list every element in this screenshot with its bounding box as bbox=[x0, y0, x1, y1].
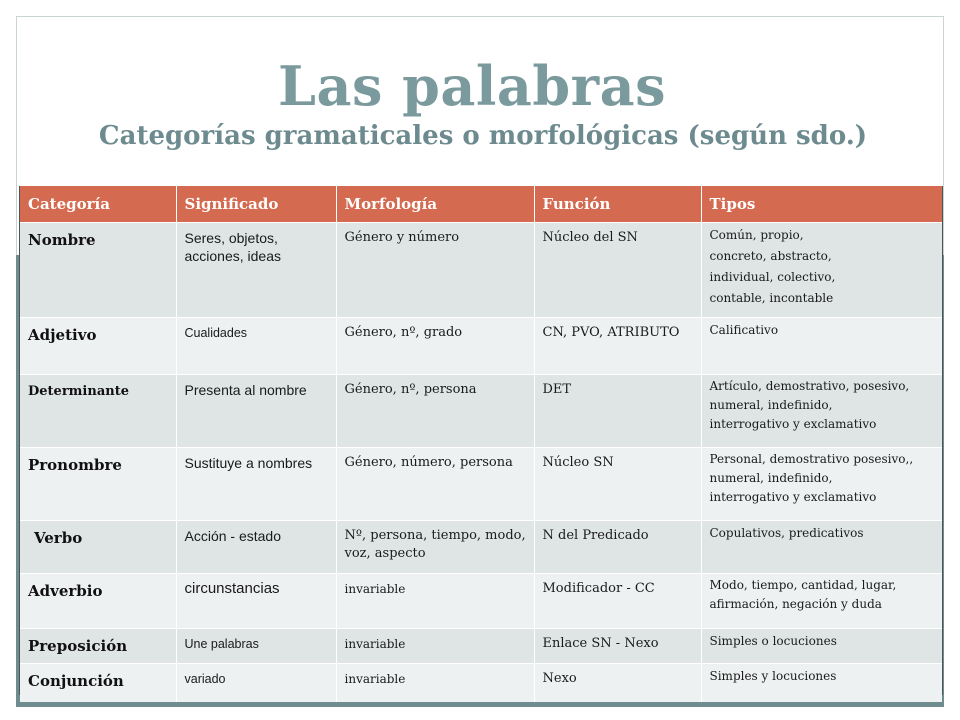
cell-tipos bbox=[701, 664, 942, 703]
cell-categoria-text: Conjunción bbox=[28, 672, 124, 690]
slide-subtitle: Categorías gramaticales o morfológicas (según sdo.) bbox=[98, 121, 868, 151]
cell-significado bbox=[176, 629, 336, 664]
cell-funcion bbox=[534, 448, 701, 521]
cell-categoria-text: Determinante bbox=[28, 384, 129, 399]
slide-title: Las palabras bbox=[277, 54, 666, 118]
cell-categoria bbox=[20, 318, 176, 375]
cell-morfologia-text: Nº, persona, tiempo, modo, voz, aspecto bbox=[344, 528, 526, 561]
header-funcion: Función bbox=[534, 186, 701, 223]
cell-tipos-text: Común, propio, concreto, abstracto, individual, colectivo, contable, incontable bbox=[709, 228, 836, 305]
cell-categoria-text: Nombre bbox=[28, 231, 96, 249]
table-row bbox=[20, 521, 942, 574]
cell-tipos-text: Copulativos, predicativos bbox=[709, 526, 864, 540]
cell-tipos-text: Simples y locuciones bbox=[709, 669, 837, 683]
header-morfologia: Morfología bbox=[336, 186, 534, 223]
frame-top-line bbox=[16, 16, 944, 17]
cell-morfologia bbox=[336, 521, 534, 574]
cell-tipos-text: Modo, tiempo, cantidad, lugar, afirmación, negación y duda bbox=[709, 578, 897, 611]
header-tipos: Tipos bbox=[701, 186, 942, 223]
cell-morfologia bbox=[336, 448, 534, 521]
cell-significado bbox=[176, 318, 336, 375]
header-significado: Significado bbox=[176, 186, 336, 223]
cell-significado-text: Presenta al nombre bbox=[184, 382, 307, 398]
cell-significado bbox=[176, 521, 336, 574]
cell-funcion bbox=[534, 223, 701, 318]
cell-significado bbox=[176, 664, 336, 703]
table-row bbox=[20, 574, 942, 629]
cell-tipos-text: Calificativo bbox=[709, 323, 779, 337]
cell-morfologia-text: Género y número bbox=[344, 230, 460, 245]
cell-morfologia bbox=[336, 223, 534, 318]
cell-significado bbox=[176, 574, 336, 629]
cell-funcion-text: DET bbox=[542, 382, 572, 397]
table-row bbox=[20, 448, 942, 521]
categories-table-container bbox=[19, 186, 943, 695]
cell-morfologia bbox=[336, 318, 534, 375]
cell-categoria-text: Preposición bbox=[28, 637, 128, 655]
cell-morfologia bbox=[336, 664, 534, 703]
cell-tipos-text: Simples o locuciones bbox=[709, 634, 837, 648]
table-row bbox=[20, 223, 942, 318]
cell-funcion-text: Núcleo SN bbox=[542, 455, 614, 470]
cell-categoria bbox=[20, 223, 176, 318]
cell-significado bbox=[176, 448, 336, 521]
cell-significado-text: circunstancias bbox=[184, 580, 280, 597]
cell-morfologia-text: Género, nº, grado bbox=[344, 325, 463, 340]
cell-significado-text: Une palabras bbox=[184, 637, 259, 651]
cell-significado-text: Acción - estado bbox=[184, 528, 281, 544]
cell-tipos bbox=[701, 375, 942, 448]
cell-categoria bbox=[20, 375, 176, 448]
cell-tipos bbox=[701, 448, 942, 521]
cell-tipos bbox=[701, 574, 942, 629]
cell-morfologia-text: invariable bbox=[344, 582, 406, 596]
cell-morfologia bbox=[336, 629, 534, 664]
cell-funcion bbox=[534, 664, 701, 703]
table-row bbox=[20, 375, 942, 448]
cell-tipos bbox=[701, 318, 942, 375]
cell-funcion bbox=[534, 375, 701, 448]
cell-morfologia-text: invariable bbox=[344, 637, 406, 651]
cell-morfologia-text: Género, número, persona bbox=[344, 455, 513, 470]
cell-funcion-text: CN, PVO, ATRIBUTO bbox=[542, 325, 680, 340]
cell-significado bbox=[176, 223, 336, 318]
cell-funcion bbox=[534, 629, 701, 664]
cell-categoria bbox=[20, 629, 176, 664]
cell-funcion bbox=[534, 318, 701, 375]
cell-tipos-text: Personal, demostrativo posesivo,, numeral, indefinido, interrogativo y exclamativo bbox=[709, 452, 914, 504]
table-header-row bbox=[20, 186, 942, 223]
cell-funcion bbox=[534, 574, 701, 629]
cell-morfologia-text: Género, nº, persona bbox=[344, 382, 477, 397]
table-row bbox=[20, 318, 942, 375]
table-row bbox=[20, 664, 942, 703]
cell-categoria-text: Verbo bbox=[34, 529, 83, 547]
cell-categoria bbox=[20, 521, 176, 574]
cell-categoria-text: Adverbio bbox=[28, 582, 103, 600]
cell-tipos bbox=[701, 521, 942, 574]
cell-significado-text: Cualidades bbox=[184, 326, 248, 340]
cell-significado-text: Sustituye a nombres bbox=[184, 455, 313, 471]
cell-categoria-text: Adjetivo bbox=[28, 326, 97, 344]
cell-categoria-text: Pronombre bbox=[28, 456, 122, 474]
cell-categoria bbox=[20, 664, 176, 703]
cell-funcion-text: Núcleo del SN bbox=[542, 230, 638, 245]
cell-morfologia bbox=[336, 375, 534, 448]
cell-funcion-text: N del Predicado bbox=[542, 528, 649, 543]
categories-table bbox=[20, 186, 942, 702]
cell-funcion-text: Nexo bbox=[542, 671, 577, 686]
cell-tipos bbox=[701, 629, 942, 664]
cell-funcion bbox=[534, 521, 701, 574]
table-row bbox=[20, 629, 942, 664]
cell-funcion-text: Enlace SN - Nexo bbox=[542, 636, 659, 651]
cell-morfologia bbox=[336, 574, 534, 629]
cell-significado-text: Seres, objetos, acciones, ideas bbox=[184, 230, 282, 264]
header-categoria: Categoría bbox=[20, 186, 176, 223]
cell-categoria bbox=[20, 448, 176, 521]
cell-significado-text: variado bbox=[184, 672, 226, 686]
cell-funcion-text: Modificador - CC bbox=[542, 581, 655, 596]
cell-significado bbox=[176, 375, 336, 448]
cell-tipos-text: Artículo, demostrativo, posesivo, numeral, indefinido, interrogativo y exclamativo bbox=[709, 379, 910, 431]
cell-morfologia-text: invariable bbox=[344, 672, 406, 686]
cell-categoria bbox=[20, 574, 176, 629]
cell-tipos bbox=[701, 223, 942, 318]
